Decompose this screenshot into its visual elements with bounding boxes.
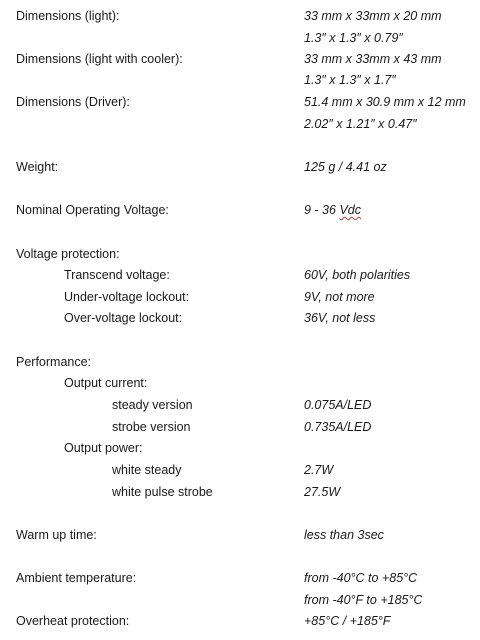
spec-value: 125 g / 4.41 oz xyxy=(304,160,387,174)
spec-label: Dimensions (light with cooler): xyxy=(16,52,183,66)
spec-label: Weight: xyxy=(16,160,59,174)
spec-row-dimensions-cooler-imperial xyxy=(0,70,480,90)
spec-section-voltage-protection xyxy=(0,244,480,264)
spec-value: +85°C / +185°F xyxy=(304,614,391,628)
spec-row-dimensions-light-imperial xyxy=(0,28,480,48)
spec-label: strobe version xyxy=(112,420,191,434)
spec-value: 36V, not less xyxy=(304,311,376,325)
spec-row-overheat-protection xyxy=(0,611,480,631)
spec-row-warm-up-time xyxy=(0,525,480,545)
spec-value: 1.3″ x 1.3″ x 1.7″ xyxy=(304,73,396,87)
spec-value: 0.735A/LED xyxy=(304,420,372,434)
subsection-label: Output power: xyxy=(64,441,143,455)
spec-value: 2.02″ x 1.21″ x 0.47″ xyxy=(304,117,417,131)
voltage-range: 9 - 36 xyxy=(304,203,340,217)
spec-section-performance xyxy=(0,352,480,372)
spec-row-weight xyxy=(0,157,480,177)
spec-value: 33 mm x 33mm x 20 mm xyxy=(304,9,442,23)
spec-row-ambient-temperature-fahrenheit xyxy=(0,590,480,610)
spec-value: 9V, not more xyxy=(304,290,375,304)
spec-row-white-pulse-strobe xyxy=(0,482,480,502)
spec-label: Overheat protection: xyxy=(16,614,130,628)
spec-row-under-voltage xyxy=(0,287,480,307)
spec-value: 1.3″ x 1.3″ x 0.79″ xyxy=(304,31,403,45)
spec-row-strobe-version xyxy=(0,417,480,437)
spec-label: Dimensions (Driver): xyxy=(16,95,130,109)
spec-label: Ambient temperature: xyxy=(16,571,137,585)
spec-value xyxy=(304,200,361,220)
spec-label: Transcend voltage: xyxy=(64,268,170,282)
spec-label: Warm up time: xyxy=(16,528,97,542)
spec-row-dimensions-cooler xyxy=(0,49,480,69)
spec-row-white-steady xyxy=(0,460,480,480)
spec-value: from -40°C to +85°C xyxy=(304,571,418,585)
spec-label: white pulse strobe xyxy=(112,485,213,499)
spec-label: Nominal Operating Voltage: xyxy=(16,203,169,217)
spec-row-steady-version xyxy=(0,395,480,415)
section-label: Performance: xyxy=(16,355,92,369)
spec-value: 2.7W xyxy=(304,463,334,477)
spec-row-ambient-temperature xyxy=(0,568,480,588)
subsection-label: Output current: xyxy=(64,376,148,390)
spec-label: Dimensions (light): xyxy=(16,9,120,23)
spec-label: Over-voltage lockout: xyxy=(64,311,183,325)
spec-row-over-voltage xyxy=(0,308,480,328)
spec-label: Under-voltage lockout: xyxy=(64,290,190,304)
section-label: Voltage protection: xyxy=(16,247,120,261)
spec-row-nominal-voltage xyxy=(0,200,480,220)
spec-value: 51.4 mm x 30.9 mm x 12 mm xyxy=(304,95,466,109)
spec-row-dimensions-driver-imperial xyxy=(0,114,480,134)
spec-row-dimensions-driver xyxy=(0,92,480,112)
spec-subsection-output-power xyxy=(0,438,480,458)
spec-subsection-output-current xyxy=(0,373,480,393)
spec-label: steady version xyxy=(112,398,193,412)
spec-value: 0.075A/LED xyxy=(304,398,372,412)
spec-value: 27.5W xyxy=(304,485,341,499)
spec-value: from -40°F to +185°C xyxy=(304,593,423,607)
spec-value: 60V, both polarities xyxy=(304,268,411,282)
spec-value: less than 3sec xyxy=(304,528,384,542)
spec-label: white steady xyxy=(112,463,182,477)
spec-value: 33 mm x 33mm x 43 mm xyxy=(304,52,442,66)
spec-row-transcend-voltage xyxy=(0,265,480,285)
voltage-unit: Vdc xyxy=(339,203,361,217)
spec-row-dimensions-light xyxy=(0,6,480,26)
